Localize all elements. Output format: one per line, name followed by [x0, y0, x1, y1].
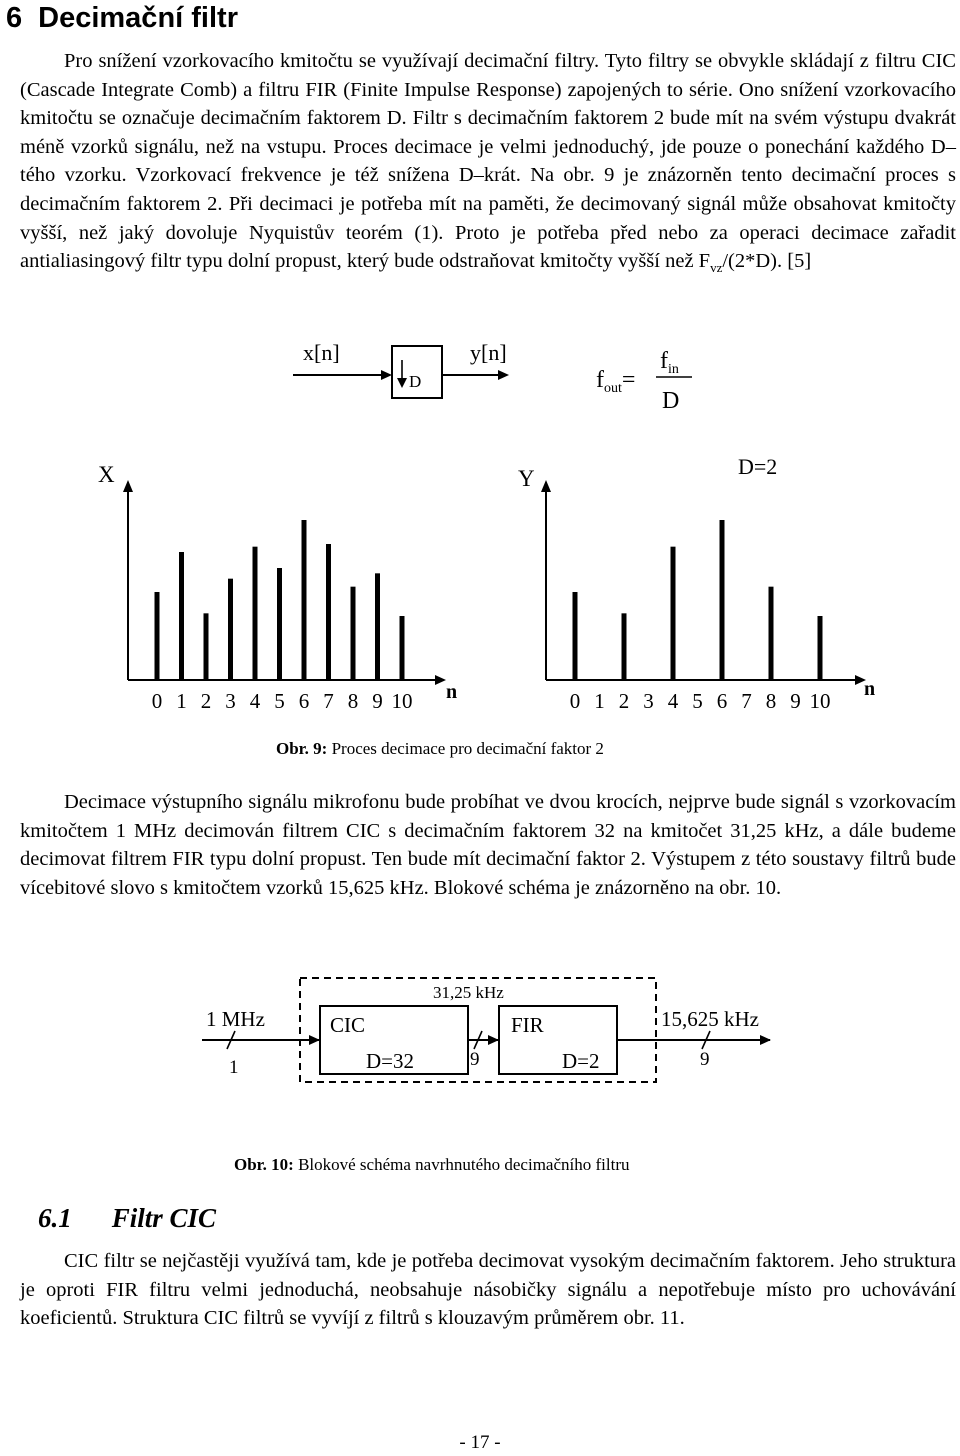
plot-x-stem-0 [155, 592, 160, 680]
fir-block-name: FIR [511, 1013, 544, 1037]
plot-x-y-label: X [98, 462, 115, 487]
plot-x [98, 462, 457, 713]
plot-x-stem-3 [228, 579, 233, 680]
fir-block-factor: D=2 [562, 1049, 600, 1073]
plot-y-stem-8 [769, 587, 774, 680]
input-line-arrowhead [309, 1035, 320, 1045]
plot-x-stem-10 [400, 616, 405, 680]
page-number: - 17 - [459, 1432, 501, 1453]
plot-x-stem-6 [302, 520, 307, 680]
plot-y-stem-2 [622, 613, 627, 680]
output-line-arrowhead [760, 1035, 771, 1045]
decimation-text: Decimace výstupního signálu mikrofonu bude probíhat ve dvou krocích, nejprve bude signál s vzorkovacím kmitočtem 1 MHz decimován filtrem CIC s decimačním faktorem 32 na kmitočet 31,25 kHz, a dále budeme decimovat filtrem FIR typu dolní propust. Ten bude mít decimační faktor 2. Výstupem z této soustavy filtrů bude vícebitové slovo s kmitočtem vzorků 15,625 kHz. Blokové schéma je znázorněno na obr. 10. [20, 791, 956, 899]
plot-x-x-arrowhead [435, 675, 446, 685]
plot-x-stem-4 [253, 547, 258, 680]
section-number: 6.1 [38, 1203, 72, 1233]
plot-x-tick-2: 2 [200, 689, 212, 713]
decimator-block-figure [0, 330, 960, 430]
plot-x-tick-7: 7 [323, 689, 334, 713]
plot-y-tick-10: 10 [809, 689, 831, 713]
output-bit-width: 9 [700, 1049, 710, 1070]
plot-y [518, 454, 875, 713]
figure10-caption [234, 1154, 629, 1176]
figure10-caption-label: Obr. 10: [234, 1155, 294, 1174]
plot-x-tick-8: 8 [347, 689, 359, 713]
down-arrowhead-icon [397, 378, 407, 388]
cic-text: CIC filtr se nejčastěji využívá tam, kde je potřeba decimovat vysokým decimačním faktorem. Jeho struktura je oproti FIR filtru velmi jednoduchá, neobsahuje násobičky signálu a nepotřebuje místo pro uchovávání koeficientů. Struktura CIC filtrů se vyvíjí z filtrů s klouzavým průměrem obr. 11. [20, 1250, 956, 1330]
intro-tail: /(2*D). [5] [722, 250, 812, 273]
plot-y-tick-5: 5 [692, 689, 703, 713]
plot-y-stem-0 [573, 592, 578, 680]
plot-x-stem-5 [277, 568, 282, 680]
plot-x-x-label: n [446, 681, 458, 703]
decimation-paragraph [20, 788, 956, 902]
figure10-caption-text: Blokové schéma navrhnutého decimačního filtru [293, 1155, 630, 1174]
plot-y-stem-10 [818, 616, 823, 680]
plot-y-stem-4 [671, 547, 676, 680]
cic-block-factor: D=32 [366, 1049, 415, 1073]
formula-lhs: $f_{out}=$ [596, 367, 636, 396]
chapter-heading [6, 0, 238, 36]
formula-numerator: $f_{in}$ [660, 348, 679, 377]
plot-y-tick-0: 0 [569, 689, 581, 713]
figure9-caption [276, 738, 604, 760]
formula-denominator: D [662, 388, 680, 414]
input-bit-width: 1 [229, 1057, 239, 1078]
cic-paragraph [20, 1247, 956, 1333]
block-factor-label: D [409, 372, 422, 391]
plot-y-tick-2: 2 [618, 689, 630, 713]
intro-subscript: vz [710, 260, 723, 276]
plot-x-tick-1: 1 [176, 689, 187, 713]
output-arrowhead [498, 370, 509, 380]
intro-paragraph [20, 47, 956, 283]
plot-y-stem-6 [720, 520, 725, 680]
plot-y-tick-4: 4 [667, 689, 679, 713]
plot-y-tick-8: 8 [765, 689, 777, 713]
plot-y-x-label: n [864, 678, 876, 700]
plot-x-stem-8 [351, 587, 356, 680]
intro-text: Pro snížení vzorkovacího kmitočtu se využívají decimační filtry. Tyto filtry se obvykle skládají z filtru CIC (Cascade Integrate Comb) a filtru FIR (Finite Impulse Response) zapojených to série. Ono snížení vzorkovacího kmitočtu se označuje decimačním faktorem D. Filtr s decimačním faktorem 2 bude mít na svém výstupu dvakrát méně vzorků signálu, než na vstupu. Proces decimace je velmi jednoduchý, jde pouze o ponechání každého D–tého vzorku. Vzorkovací frekvence je též snížena D–krát. Na obr. 9 je znázorněn tento decimační proces s decimačním faktorem 2. Při decimaci je potřeba mít na paměti, že decimovaný signál může obsahovat kmitočty vyšší, než jaký dovoluje Nyquistův teorém (1). Proto je potřeba před nebo za operaci decimace zařadit antialiasingový filtr typu dolní propust, který bude odstraňovat kmitočty vyšší než F [20, 50, 956, 273]
cic-block-name: CIC [330, 1013, 366, 1037]
chapter-title: Decimační filtr [38, 2, 238, 34]
plot-y-y-arrowhead [541, 480, 551, 492]
plot-x-tick-9: 9 [372, 689, 383, 713]
plot-y-tick-6: 6 [716, 689, 728, 713]
filter-block-schema [0, 970, 960, 1120]
figure9-caption-label: Obr. 9: [276, 739, 328, 758]
plot-x-stem-9 [375, 573, 380, 680]
middle-bit-width: 9 [470, 1049, 480, 1070]
section-heading [38, 1200, 216, 1236]
plot-x-stem-2 [204, 613, 209, 680]
plot-x-tick-3: 3 [225, 689, 236, 713]
plot-x-tick-10: 10 [391, 689, 413, 713]
block-input-label: x[n] [303, 340, 340, 365]
plot-y-tick-7: 7 [741, 689, 752, 713]
middle-line-arrowhead [488, 1035, 499, 1045]
mid-frequency-label: 31,25 kHz [433, 983, 504, 1002]
plot-x-tick-6: 6 [298, 689, 310, 713]
block-output-label: y[n] [470, 340, 507, 365]
input-arrowhead [381, 370, 392, 380]
plot-y-tick-9: 9 [790, 689, 801, 713]
chapter-number: 6 [6, 2, 23, 34]
plot-x-stem-1 [179, 552, 184, 680]
plot-x-tick-5: 5 [274, 689, 285, 713]
output-frequency-label: 15,625 kHz [661, 1007, 759, 1031]
figure9-caption-text: Proces decimace pro decimační faktor 2 [327, 739, 604, 758]
decimation-stem-plots [0, 440, 960, 730]
input-frequency-label: 1 MHz [206, 1007, 265, 1031]
plot-x-y-arrowhead [123, 480, 133, 492]
plot-x-stem-7 [326, 544, 331, 680]
plot-x-tick-0: 0 [151, 689, 163, 713]
plot-x-tick-4: 4 [249, 689, 261, 713]
plot-y-decimation-annotation: D=2 [738, 454, 778, 479]
plot-y-y-label: Y [518, 466, 535, 491]
plot-y-tick-3: 3 [643, 689, 654, 713]
plot-y-tick-1: 1 [594, 689, 605, 713]
section-title: Filtr CIC [111, 1203, 217, 1233]
